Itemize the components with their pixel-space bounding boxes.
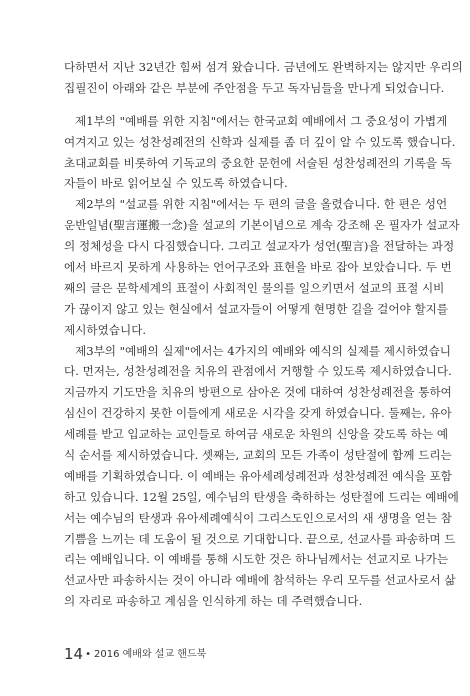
text-line: 기쁨을 느끼는 데 도움이 될 것으로 기대합니다. 끝으로, 선교사를 파송하며 드 [64,531,456,546]
text-line: 자들이 바로 읽어보실 수 있도록 하였습니다. [64,176,288,191]
text-line: 세례를 받고 입교하는 교인들로 하여금 새로운 차원의 신앙을 갖도록 하는 예 [64,427,449,442]
text-line: 서는 예수님의 탄생과 유아세례예식이 그리스도인으로서의 새 생명을 얻는 참 [64,510,452,525]
text-line: 의 자리로 파송하고 계심을 인식하게 하는 데 주력했습니다. [64,594,363,609]
body-text [64,57,463,612]
text-line: 하고 있습니다. 12월 25일, 예수님의 탄생을 축하하는 성탄절에 드리는 예배에 [64,489,459,504]
text-line: 의 정체성을 다시 다짐했습니다. 그리고 설교자가 성언(聖言)을 전달하는 과정 [64,239,455,254]
text-line: 에서 바르지 못하게 사용하는 언어구조와 표현을 바로 잡아 보았습니다. 두 번 [64,260,452,275]
text-line: 제시하였습니다. [64,322,147,337]
text-line: 식 순서를 제시하였습니다. 셋째는, 교회의 모든 가족이 성탄절에 함께 드리는 [64,448,452,463]
page-number: 14 [64,645,84,663]
text-line: 제1부의 "예배를 위한 지침"에서는 한국교회 예배에서 그 중요성이 가볍게 [75,113,448,128]
text-line: 초대교회를 비롯하여 기독교의 중요한 문헌에 서술된 성찬성례전의 기록을 독 [64,155,452,170]
text-line: 예배를 기획하였습니다. 이 예배는 유아세례성례전과 성찬성례전 예식을 포함 [64,468,452,483]
page-footer [64,644,206,663]
footer-separator: • [85,649,91,660]
text-line: 운반일념(聖言運搬一念)을 설교의 기본이념으로 계속 강조해 온 필자가 설교자 [64,218,460,233]
text-line: 가 끊이지 않고 있는 현실에서 설교자들이 어떻게 현명한 길을 걸어야 할지를 [64,301,449,316]
text-line: 여겨지고 있는 성찬성례전의 신학과 실제를 좀 더 깊이 알 수 있도록 했습니다. [64,134,456,149]
text-line: 다. 먼저는, 성찬성례전을 치유의 관점에서 거행할 수 있도록 제시하였습니다. [64,364,452,379]
book-title: 2016 예배와 설교 핸드북 [94,649,207,660]
text-line: 선교사만 파송하시는 것이 아니라 예배에 참석하는 우리 모두를 선교사로서 삶 [64,573,456,588]
text-line: 제2부의 "설교를 위한 지침"에서는 두 편의 글을 올렸습니다. 한 편은 성언 [75,197,448,212]
paragraph [64,111,456,195]
text-line: 리는 예배입니다. 이 예배를 통해 시도한 것은 하나님께서는 선교지로 나가는 [64,552,449,567]
text-line: 심신이 건강하지 못한 이들에게 새로운 시각을 갖게 하였습니다. 둘째는, 유아 [64,406,452,421]
text-line: 집필진이 아래와 같은 부분에 주안점을 두고 독자님들을 만나게 되었습니다. [64,80,445,95]
text-line: 지금까지 기도만을 치유의 방편으로 삼아온 것에 대하여 성찬성례전을 통하여 [64,385,452,400]
paragraph [64,57,463,99]
text-line: 다하면서 지난 32년간 힘써 섬겨 왔습니다. 금년에도 완벽하지는 않지만 우리의 [64,60,463,74]
paragraph [64,341,459,613]
text-line: 째의 글은 문학세계의 표절이 사회적인 물의를 일으키면서 설교의 표절 시비 [64,280,445,295]
paragraph [64,194,460,340]
text-line: 제3부의 "예배의 실제"에서는 4가지의 예배와 예식의 실제를 제시하였습니 [75,343,452,358]
